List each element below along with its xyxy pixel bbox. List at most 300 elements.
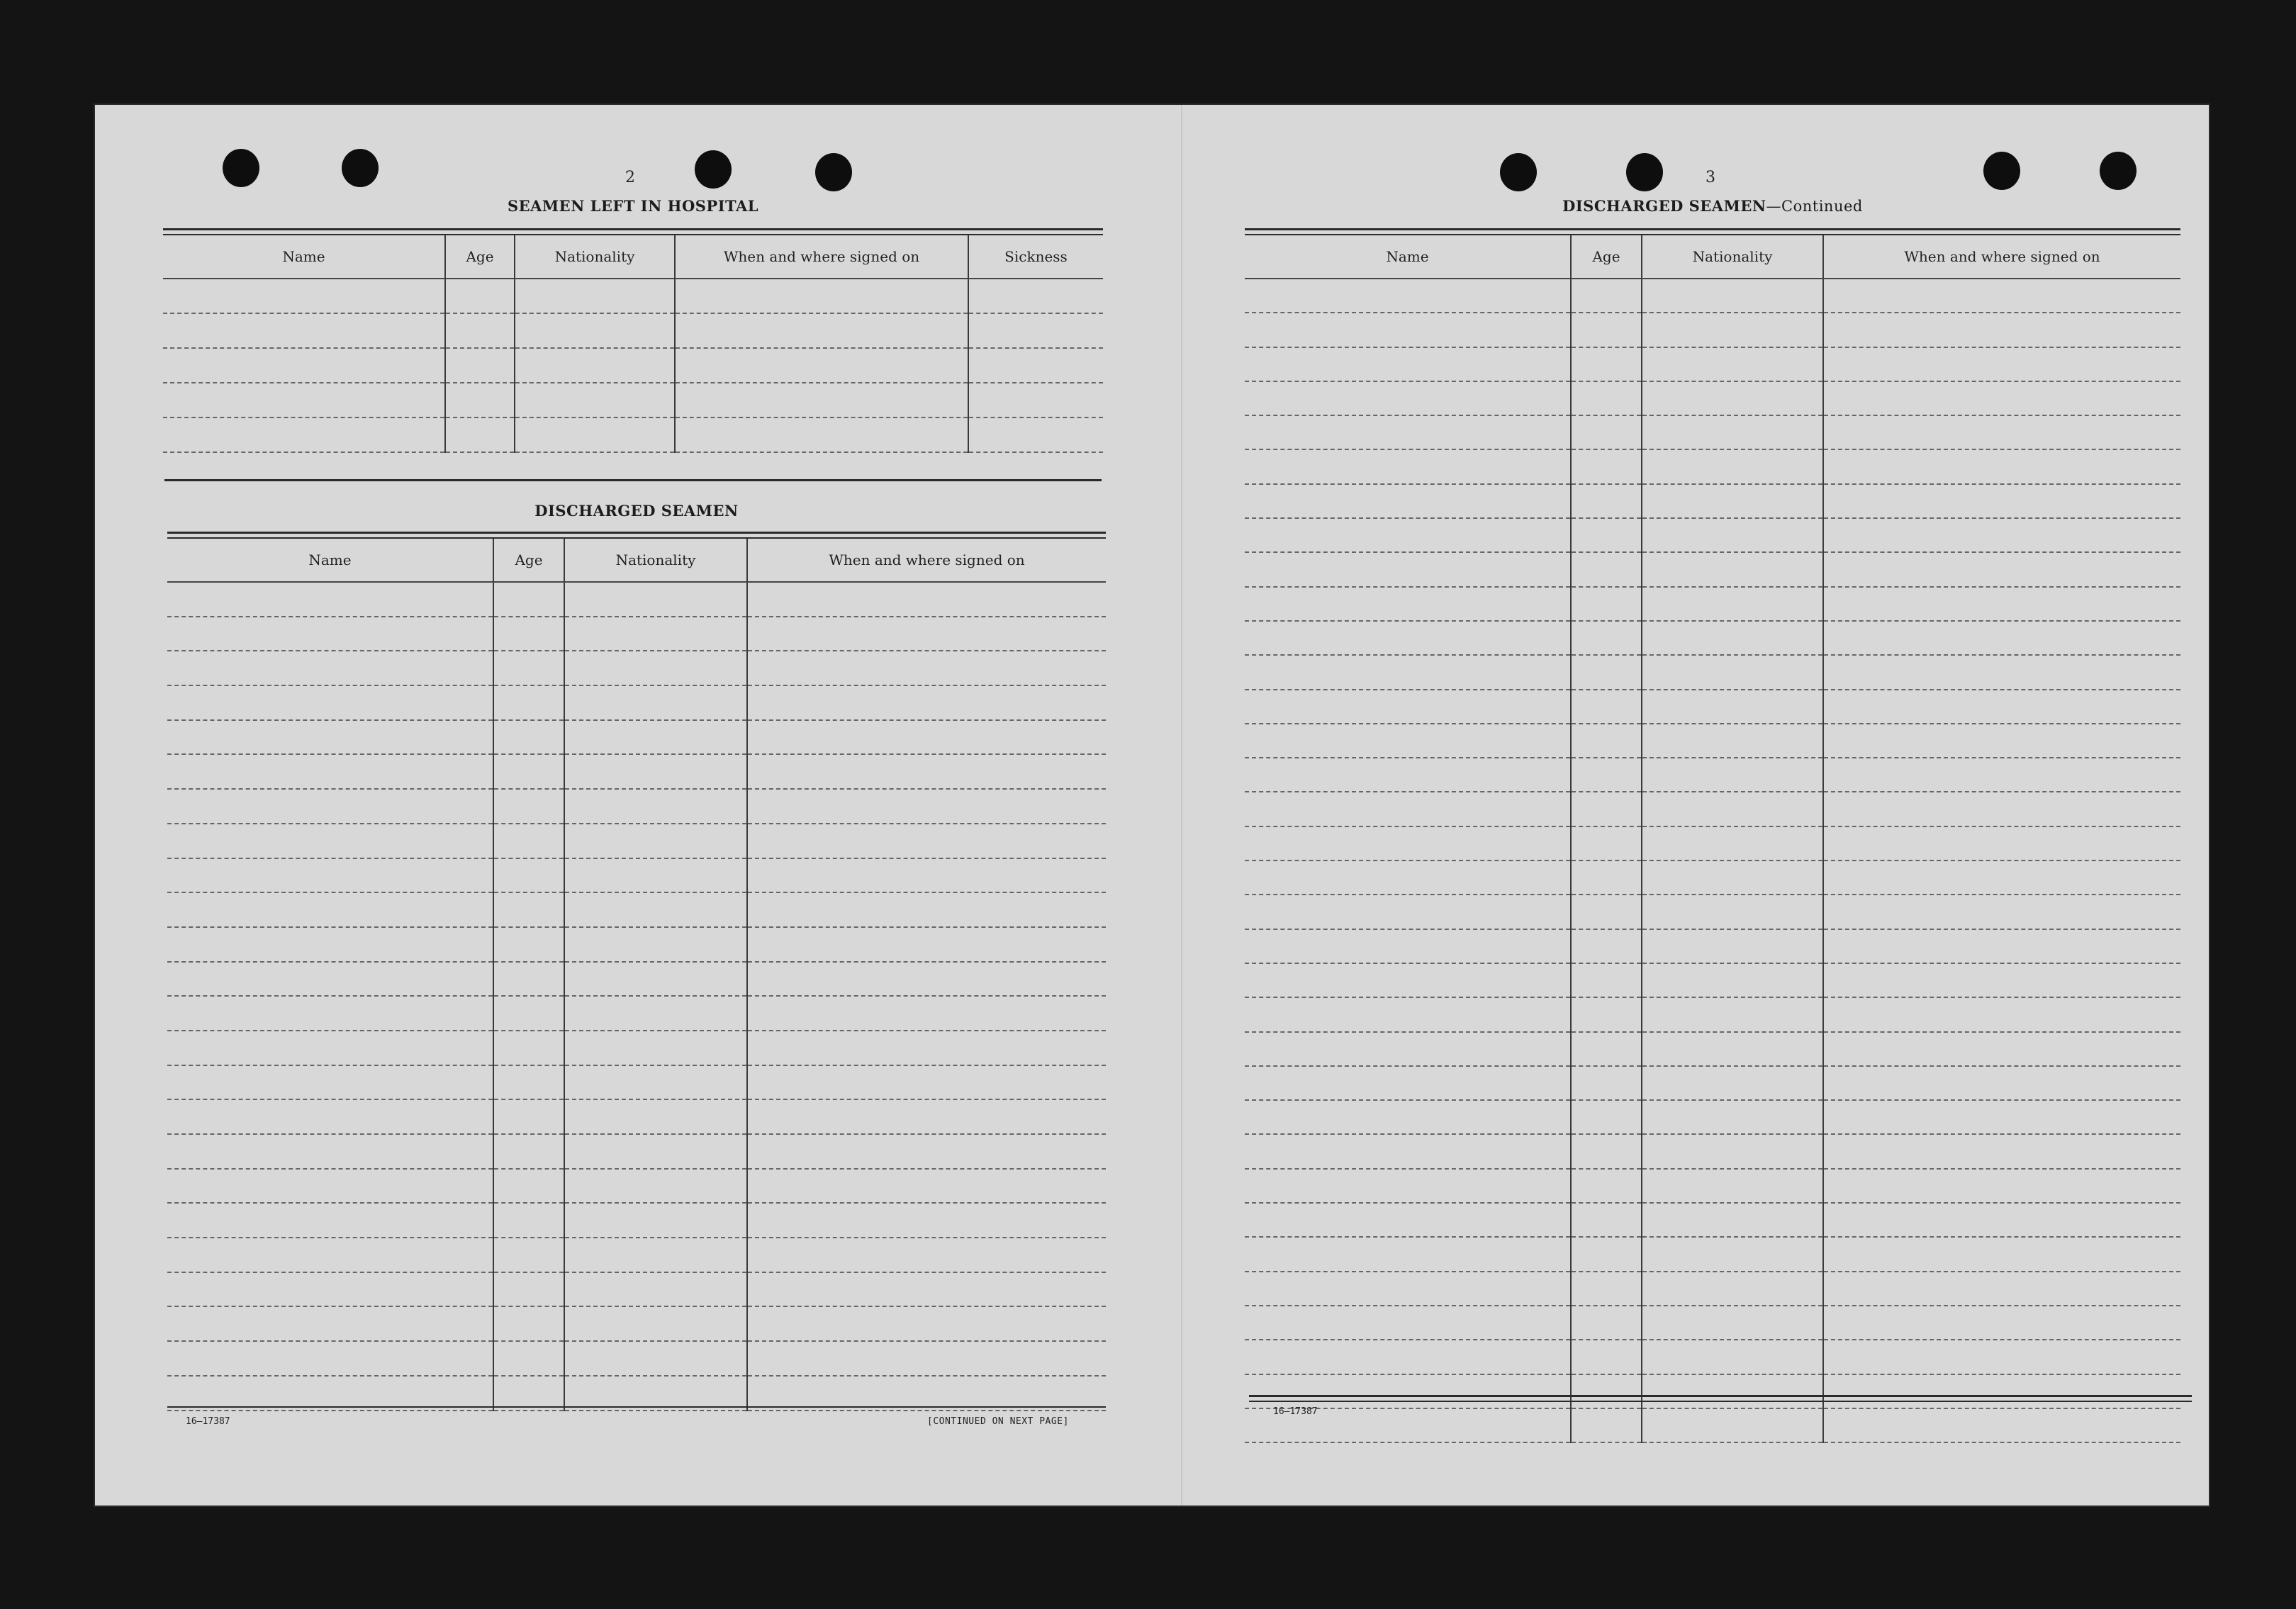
table-row: [167, 996, 1106, 1031]
table-row: [1245, 1374, 2180, 1408]
table-cell: [1823, 963, 2180, 997]
table-cell: [1245, 587, 1571, 621]
table-cell: [1571, 1066, 1642, 1100]
table-cell: [515, 383, 675, 417]
table-cell: [564, 651, 747, 685]
table-row: [1245, 963, 2180, 997]
table-row: [167, 685, 1106, 720]
table-row: [1245, 690, 2180, 724]
column-header-sickness: Sickness: [968, 235, 1103, 279]
table-cell: [1245, 621, 1571, 655]
table-cell: [167, 651, 493, 685]
table-row: [167, 1376, 1106, 1411]
table-cell: [1571, 963, 1642, 997]
table-cell: [1245, 1340, 1571, 1374]
table-cell: [1245, 1169, 1571, 1203]
punch-hole: [1626, 153, 1663, 191]
table-cell: [1245, 1374, 1571, 1408]
table-cell: [1571, 415, 1642, 449]
table-cell: [1571, 279, 1642, 313]
table-cell: [747, 1306, 1106, 1341]
table-cell: [1823, 1066, 2180, 1100]
table-cell: [167, 858, 493, 893]
table-cell: [1245, 518, 1571, 552]
table-cell: [747, 1065, 1106, 1100]
page-number: 2: [625, 169, 635, 186]
table-cell: [493, 789, 564, 824]
table-cell: [1823, 1340, 2180, 1374]
table-row: [1245, 792, 2180, 826]
table-row: [1245, 655, 2180, 689]
table-cell: [167, 1169, 493, 1204]
table-cell: [747, 858, 1106, 893]
table-cell: [747, 1169, 1106, 1204]
section-rule: [163, 228, 1103, 230]
table-cell: [1571, 860, 1642, 895]
table-cell: [968, 313, 1103, 348]
table-cell: [1571, 621, 1642, 655]
table-row: [1245, 860, 2180, 895]
table-header-row: [1245, 235, 2180, 279]
table-cell: [1571, 552, 1642, 586]
table-cell: [1823, 895, 2180, 929]
table-cell: [564, 789, 747, 824]
table-cell: [493, 754, 564, 789]
table-cell: [968, 279, 1103, 313]
table-row: [1245, 724, 2180, 758]
table-cell: [968, 348, 1103, 383]
punch-hole: [1983, 152, 2020, 190]
table-cell: [1823, 587, 2180, 621]
table-cell: [1571, 587, 1642, 621]
table-cell: [1571, 484, 1642, 518]
punch-hole: [1500, 153, 1537, 191]
table-cell: [1571, 1032, 1642, 1066]
table-cell: [1823, 313, 2180, 347]
table-cell: [1245, 1066, 1571, 1100]
punch-hole: [342, 149, 379, 187]
table-cell: [747, 1341, 1106, 1376]
table-cell: [747, 1376, 1106, 1411]
table-cell: [564, 1203, 747, 1238]
table-row: [1245, 587, 2180, 621]
table-cell: [1642, 518, 1823, 552]
table-cell: [747, 996, 1106, 1031]
table-cell: [1245, 997, 1571, 1031]
hospital-rows: [163, 279, 1103, 452]
table-cell: [1245, 895, 1571, 929]
table-cell: [1823, 758, 2180, 792]
table-cell: [1245, 724, 1571, 758]
table-cell: [493, 824, 564, 858]
table-cell: [167, 617, 493, 651]
table-cell: [1571, 1100, 1642, 1134]
table-row: [1245, 1340, 2180, 1374]
table-cell: [1245, 1203, 1571, 1237]
table-cell: [493, 892, 564, 927]
table-cell: [493, 858, 564, 893]
table-cell: [167, 1065, 493, 1100]
table-cell: [1823, 860, 2180, 895]
table-cell: [1642, 895, 1823, 929]
table-cell: [1823, 518, 2180, 552]
table-cell: [493, 996, 564, 1031]
table-cell: [1245, 552, 1571, 586]
table-cell: [1642, 1408, 1823, 1442]
table-row: [167, 1099, 1106, 1134]
table-cell: [1642, 758, 1823, 792]
column-header-signed-on: When and where signed on: [675, 235, 968, 279]
column-header-nationality: Nationality: [564, 539, 747, 582]
table-cell: [445, 313, 515, 348]
table-cell: [1823, 655, 2180, 689]
table-cell: [564, 1031, 747, 1065]
table-cell: [163, 279, 445, 313]
table-cell: [1245, 792, 1571, 826]
table-row: [1245, 997, 2180, 1031]
table-cell: [1642, 484, 1823, 518]
table-row: [167, 651, 1106, 685]
table-cell: [1571, 655, 1642, 689]
form-number: 16—17387: [186, 1416, 230, 1427]
column-header-name: Name: [167, 539, 493, 582]
table-cell: [493, 962, 564, 997]
table-cell: [1245, 347, 1571, 381]
table-cell: [747, 1238, 1106, 1272]
table-cell: [747, 685, 1106, 720]
table-row: [167, 1031, 1106, 1065]
table-cell: [167, 754, 493, 789]
table-cell: [1642, 279, 1823, 313]
table-cell: [564, 1169, 747, 1204]
table-cell: [1823, 552, 2180, 586]
table-cell: [1823, 621, 2180, 655]
table-cell: [1642, 1340, 1823, 1374]
table-cell: [1571, 1134, 1642, 1168]
table-cell: [564, 1376, 747, 1411]
table-cell: [167, 1203, 493, 1238]
table-cell: [1245, 1032, 1571, 1066]
table-cell: [163, 313, 445, 348]
hospital-section-title: SEAMEN LEFT IN HOSPITAL: [507, 197, 759, 215]
table-cell: [564, 1272, 747, 1307]
table-cell: [1823, 449, 2180, 483]
table-cell: [747, 582, 1106, 617]
table-cell: [1642, 587, 1823, 621]
table-cell: [493, 1203, 564, 1238]
punch-hole: [2100, 152, 2137, 190]
table-row: [1245, 279, 2180, 313]
page-number: 3: [1706, 169, 1715, 186]
table-row: [1245, 518, 2180, 552]
table-cell: [564, 1099, 747, 1134]
table-cell: [1245, 1306, 1571, 1340]
table-cell: [1823, 1203, 2180, 1237]
table-cell: [515, 313, 675, 348]
table-row: [1245, 552, 2180, 586]
section-title-suffix: —Continued: [1766, 198, 1863, 215]
table-cell: [1245, 279, 1571, 313]
table-row: [1245, 1272, 2180, 1306]
table-cell: [1245, 758, 1571, 792]
table-row: [1245, 826, 2180, 860]
table-cell: [1571, 826, 1642, 860]
table-cell: [747, 927, 1106, 962]
table-cell: [167, 1031, 493, 1065]
table-cell: [747, 892, 1106, 927]
discharged-rows: [167, 582, 1106, 1411]
table-cell: [1571, 518, 1642, 552]
table-cell: [564, 824, 747, 858]
table-cell: [1245, 484, 1571, 518]
table-cell: [1571, 313, 1642, 347]
table-cell: [747, 720, 1106, 755]
table-cell: [564, 617, 747, 651]
table-cell: [564, 754, 747, 789]
table-cell: [1571, 1374, 1642, 1408]
table-cell: [1642, 1306, 1823, 1340]
table-cell: [1642, 1237, 1823, 1271]
table-cell: [493, 1306, 564, 1341]
table-cell: [1823, 415, 2180, 449]
table-row: [163, 313, 1103, 348]
form-number: 16—17387: [1273, 1406, 1318, 1417]
table-cell: [515, 279, 675, 313]
table-row: [167, 1341, 1106, 1376]
bottom-rule: [167, 1406, 1106, 1408]
table-cell: [1823, 1134, 2180, 1168]
table-cell: [1571, 1169, 1642, 1203]
table-cell: [493, 651, 564, 685]
table-row: [1245, 484, 2180, 518]
table-cell: [167, 1099, 493, 1134]
table-cell: [1571, 895, 1642, 929]
table-cell: [1642, 449, 1823, 483]
table-row: [163, 348, 1103, 383]
table-cell: [493, 582, 564, 617]
table-row: [1245, 347, 2180, 381]
table-row: [167, 789, 1106, 824]
table-cell: [1571, 1272, 1642, 1306]
table-cell: [747, 1099, 1106, 1134]
column-header-age: Age: [493, 539, 564, 582]
table-cell: [1245, 449, 1571, 483]
table-cell: [1571, 929, 1642, 963]
table-cell: [1571, 449, 1642, 483]
bottom-rule: [1249, 1395, 2192, 1397]
table-cell: [747, 617, 1106, 651]
section-rule: [1245, 228, 2180, 230]
table-cell: [1823, 1374, 2180, 1408]
table-cell: [1642, 1134, 1823, 1168]
table-cell: [167, 789, 493, 824]
table-cell: [747, 824, 1106, 858]
discharged-section-title: DISCHARGED SEAMEN: [534, 502, 739, 520]
table-cell: [493, 927, 564, 962]
table-row: [1245, 313, 2180, 347]
table-cell: [1823, 1032, 2180, 1066]
table-cell: [1571, 381, 1642, 415]
table-cell: [564, 720, 747, 755]
table-cell: [1823, 997, 2180, 1031]
table-cell: [167, 1341, 493, 1376]
table-cell: [1571, 347, 1642, 381]
table-cell: [1245, 690, 1571, 724]
table-cell: [1245, 929, 1571, 963]
table-cell: [167, 996, 493, 1031]
table-row: [1245, 415, 2180, 449]
column-header-name: Name: [163, 235, 445, 279]
table-cell: [747, 754, 1106, 789]
table-cell: [167, 1134, 493, 1169]
table-cell: [675, 383, 968, 417]
table-cell: [1245, 860, 1571, 895]
table-cell: [167, 720, 493, 755]
table-cell: [167, 824, 493, 858]
table-cell: [564, 1065, 747, 1100]
table-cell: [163, 348, 445, 383]
table-row: [1245, 1306, 2180, 1340]
section-rule: [167, 532, 1106, 534]
table-row: [1245, 1032, 2180, 1066]
table-cell: [1642, 1169, 1823, 1203]
table-cell: [167, 1376, 493, 1411]
table-cell: [167, 685, 493, 720]
table-row: [1245, 1100, 2180, 1134]
table-cell: [1642, 1100, 1823, 1134]
table-cell: [675, 348, 968, 383]
table-cell: [1642, 381, 1823, 415]
column-header-nationality: Nationality: [1642, 235, 1823, 279]
table-cell: [675, 313, 968, 348]
table-cell: [1823, 1237, 2180, 1271]
table-cell: [1642, 313, 1823, 347]
table-cell: [1571, 792, 1642, 826]
table-cell: [167, 892, 493, 927]
table-cell: [1642, 1374, 1823, 1408]
table-cell: [493, 1376, 564, 1411]
table-cell: [1823, 1100, 2180, 1134]
table-cell: [515, 348, 675, 383]
discharged-continued-table: [1245, 235, 2180, 1443]
table-cell: [1571, 758, 1642, 792]
table-row: [1245, 758, 2180, 792]
table-cell: [747, 1134, 1106, 1169]
table-cell: [564, 996, 747, 1031]
table-row: [167, 582, 1106, 617]
table-cell: [493, 1065, 564, 1100]
table-cell: [564, 1238, 747, 1272]
table-cell: [1642, 724, 1823, 758]
column-header-signed-on: When and where signed on: [1823, 235, 2180, 279]
table-cell: [1642, 1066, 1823, 1100]
table-row: [167, 1169, 1106, 1204]
table-row: [167, 754, 1106, 789]
table-cell: [1642, 415, 1823, 449]
table-cell: [493, 1031, 564, 1065]
table-cell: [1823, 1408, 2180, 1442]
table-cell: [564, 582, 747, 617]
page-fold: [1181, 105, 1182, 1506]
table-row: [1245, 381, 2180, 415]
table-cell: [564, 685, 747, 720]
table-cell: [1823, 1306, 2180, 1340]
table-cell: [1642, 860, 1823, 895]
section-title-text: DISCHARGED SEAMEN: [1562, 197, 1766, 215]
table-cell: [747, 789, 1106, 824]
table-cell: [968, 417, 1103, 452]
section-rule: [164, 479, 1102, 481]
table-row: [1245, 1203, 2180, 1237]
table-cell: [1245, 1237, 1571, 1271]
table-row: [167, 1065, 1106, 1100]
table-cell: [747, 1203, 1106, 1238]
table-row: [1245, 1169, 2180, 1203]
table-cell: [1642, 1203, 1823, 1237]
table-row: [163, 279, 1103, 313]
table-cell: [1823, 929, 2180, 963]
table-cell: [968, 383, 1103, 417]
table-cell: [564, 1341, 747, 1376]
table-row: [1245, 1134, 2180, 1168]
table-cell: [1245, 381, 1571, 415]
table-cell: [564, 1134, 747, 1169]
table-cell: [167, 1272, 493, 1307]
table-cell: [747, 1272, 1106, 1307]
table-cell: [1245, 1134, 1571, 1168]
continued-note: [CONTINUED ON NEXT PAGE]: [927, 1416, 1069, 1427]
punch-hole: [815, 153, 852, 191]
table-cell: [1245, 655, 1571, 689]
table-cell: [1642, 929, 1823, 963]
column-header-age: Age: [1571, 235, 1642, 279]
table-cell: [1642, 1272, 1823, 1306]
column-header-nationality: Nationality: [515, 235, 675, 279]
table-cell: [1571, 1306, 1642, 1340]
hospital-table: [163, 235, 1103, 453]
table-cell: [1642, 792, 1823, 826]
table-cell: [1642, 347, 1823, 381]
table-cell: [167, 927, 493, 962]
table-cell: [1642, 1032, 1823, 1066]
table-cell: [493, 1341, 564, 1376]
discharged-table: [167, 539, 1106, 1411]
table-row: [167, 1306, 1106, 1341]
table-cell: [1571, 1408, 1642, 1442]
table-row: [167, 824, 1106, 858]
table-cell: [675, 279, 968, 313]
table-cell: [167, 1238, 493, 1272]
table-cell: [564, 1306, 747, 1341]
bottom-rule: [1249, 1401, 2192, 1402]
table-cell: [1571, 997, 1642, 1031]
table-cell: [493, 685, 564, 720]
table-cell: [493, 1099, 564, 1134]
table-cell: [1245, 415, 1571, 449]
table-row: [1245, 1237, 2180, 1271]
punch-hole: [223, 149, 259, 187]
table-cell: [445, 279, 515, 313]
table-row: [167, 617, 1106, 651]
table-cell: [493, 617, 564, 651]
table-cell: [163, 417, 445, 452]
table-cell: [1571, 1340, 1642, 1374]
table-cell: [1823, 792, 2180, 826]
table-cell: [1823, 690, 2180, 724]
table-cell: [747, 651, 1106, 685]
table-cell: [1571, 724, 1642, 758]
table-cell: [1245, 313, 1571, 347]
